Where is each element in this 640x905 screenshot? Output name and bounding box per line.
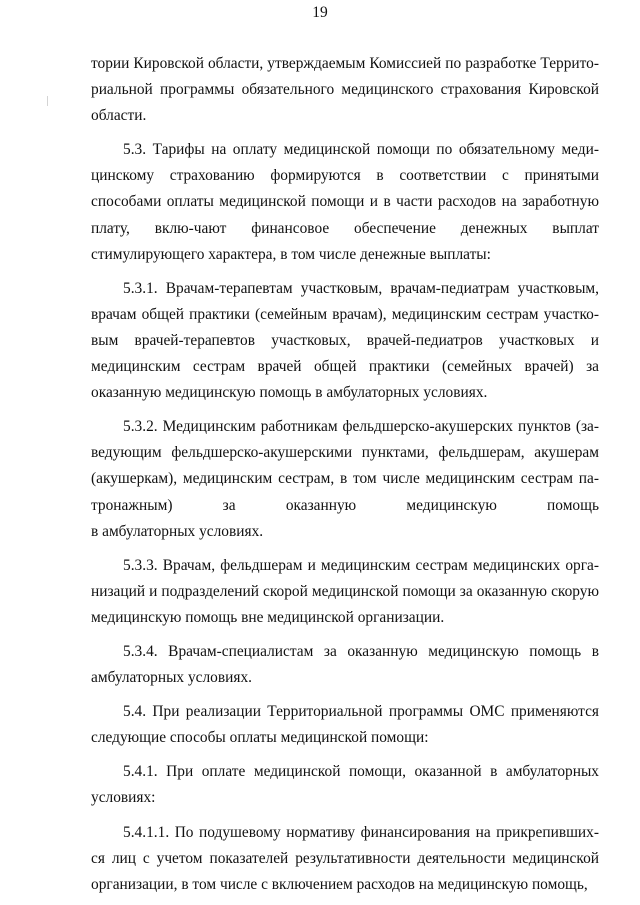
paragraph-5-4: 5.4. При реализации Территориальной программы ОМС применяются следующие способы оплаты медицинской помощи:: [91, 703, 599, 747]
paragraph-5-3: 5.3. Тарифы на оплату медицинской помощи по обязательному меди-цинскому страхованию формируются в соответствии с принятыми способами оплаты медицинской помощи и в части расходов на заработную плату, вклю-чают финансовое обеспечение денежных выплат стимулирующего характера, в том числе денежные выплаты:: [91, 141, 599, 263]
paragraph-gap: [91, 691, 599, 699]
body-text: [91, 51, 599, 898]
paragraph-gap: [91, 545, 599, 553]
paragraph-5-4-1-1: 5.4.1.1. По подушевому нормативу финансирования на прикрепивших-ся лиц с учетом показателей результативности деятельности медицинской организации, в том числе с включением расходов на медицинскую помощь,: [91, 823, 599, 893]
paragraph-5-3-2: 5.3.2. Медицинским работникам фельдшерско-акушерских пунктов (за-ведующим фельдшерско-акушерскими пунктами, фельдшерам, акушерам (акушеркам), медицинским сестрам, в том числе медицинским сестрам па-тронажным) за оказанную медицинскую помощь: [91, 418, 599, 514]
paragraph-gap: [91, 631, 599, 639]
paragraph-gap: [91, 268, 599, 276]
scan-mark: [47, 96, 48, 106]
paragraph-gap: [91, 406, 599, 414]
paragraph-5-3-1: 5.3.1. Врачам-терапевтам участковым, врачам-педиатрам участковым, врачам общей практики (семейным врачам), медицинским сестрам участко-вым врачей-терапевтов участковых, врачей-педиатров участковых и медицинским сестрам врачей общей практики (семейных врачей) за оказанную медицинскую помощь в амбулаторных условиях.: [91, 279, 599, 402]
page-number: 19: [312, 4, 328, 21]
paragraph-gap: [91, 751, 599, 759]
paragraph-5-3-4: 5.3.4. Врачам-специалистам за оказанную медицинскую помощь в амбулаторных условиях.: [91, 642, 599, 687]
paragraph-5-4-1: 5.4.1. При оплате медицинской помощи, оказанной в амбулаторных условиях:: [91, 763, 599, 807]
paragraph-continuation: тории Кировской области, утверждаемым Комиссией по разработке Террито-риальной программы обязательного медицинского страхования Кировской области.: [91, 55, 599, 125]
paragraph-5-3-3: 5.3.3. Врачам, фельдшерам и медицинским сестрам медицинских орга-низаций и подразделений скорой медицинской помощи за оказанную скорую медицинскую помощь вне медицинской организации.: [91, 556, 599, 626]
paragraph-5-3-2-end: в амбулаторных условиях.: [91, 522, 264, 540]
paragraph-gap: [91, 129, 599, 137]
paragraph-gap: [91, 812, 599, 820]
